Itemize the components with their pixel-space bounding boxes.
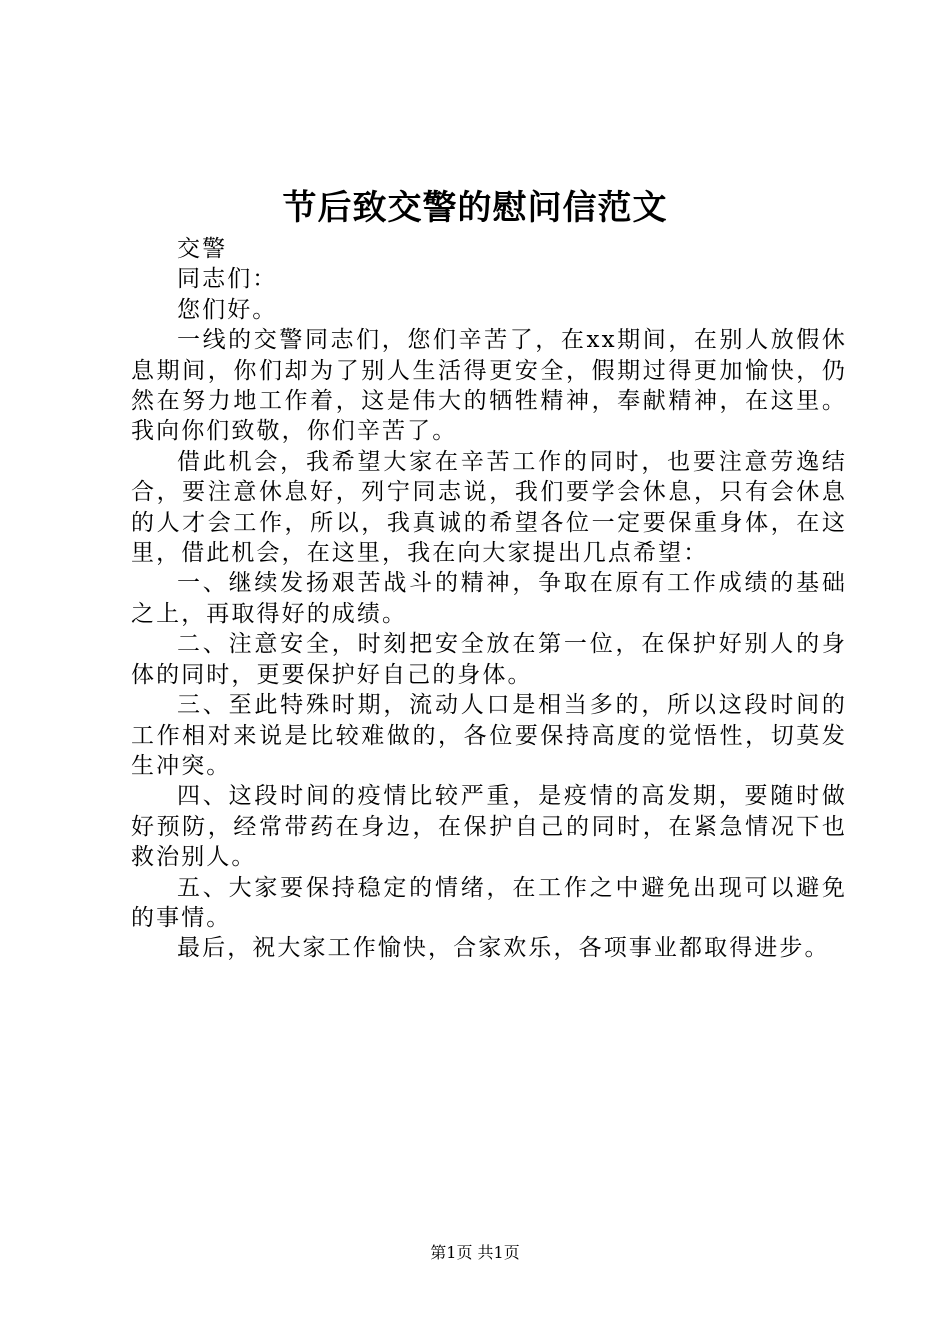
- page-footer: 第1页 共1页: [430, 1243, 520, 1262]
- letter-body: [131, 234, 847, 964]
- hope-item-2: 二、注意安全，时刻把安全放在第一位，在保护好别人的身体的同时，更要保护好自己的身体。: [131, 631, 847, 688]
- hope-item-4: 四、这段时间的疫情比较严重，是疫情的高发期，要随时做好预防，经常带药在身边，在保护自己的同时，在紧急情况下也救治别人。: [131, 783, 847, 871]
- page-title: 节后致交警的慰问信范文: [282, 188, 668, 228]
- closing-wishes: 最后，祝大家工作愉快，合家欢乐，各项事业都取得进步。: [177, 935, 830, 962]
- greeting: 您们好。: [177, 296, 278, 323]
- salutation-recipient: 交警: [177, 236, 228, 262]
- salutation-comrades: 同志们：: [177, 266, 278, 293]
- paragraph-thanks: 一线的交警同志们，您们辛苦了，在xx期间，在别人放假休息期间，你们却为了别人生活得更安全，假期过得更加愉快，仍然在努力地工作着，这是伟大的牺牲精神，奉献精神，在这里。我向你们致敬，你们辛苦了。: [131, 327, 847, 445]
- hope-item-5: 五、大家要保持稳定的情绪，在工作之中避免出现可以避免的事情。: [131, 874, 847, 931]
- paragraph-hopes-intro: 借此机会，我希望大家在辛苦工作的同时，也要注意劳逸结合，要注意休息好，列宁同志说，我们要学会休息，只有会休息的人才会工作，所以，我真诚的希望各位一定要保重身体，在这里，借此机会，在这里，我在向大家提出几点希望：: [131, 448, 847, 567]
- hope-item-1: 一、继续发扬艰苦战斗的精神，争取在原有工作成绩的基础之上，再取得好的成绩。: [131, 570, 847, 627]
- hope-item-3: 三、至此特殊时期，流动人口是相当多的，所以这段时间的工作相对来说是比较难做的，各位要保持高度的觉悟性，切莫发生冲突。: [131, 692, 847, 779]
